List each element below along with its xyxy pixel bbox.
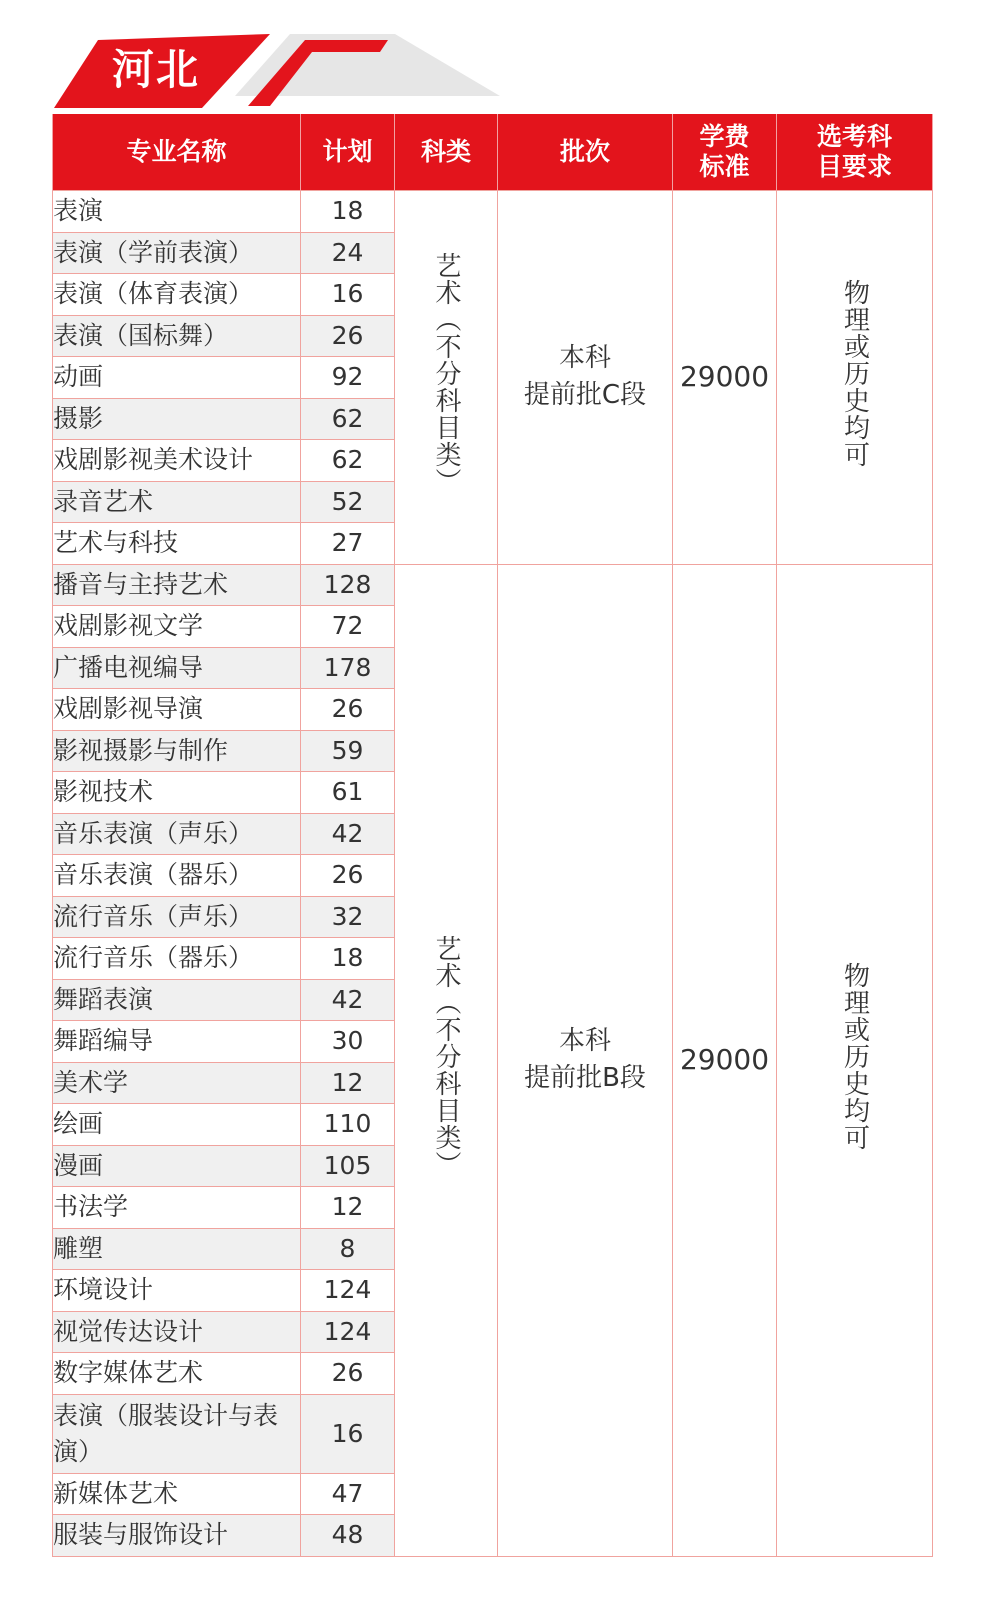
major-name-cell: 漫画: [53, 1145, 301, 1187]
major-name-cell: 摄影: [53, 398, 301, 440]
plan-count-cell: 62: [301, 398, 395, 440]
plan-count-cell: 52: [301, 481, 395, 523]
major-name-cell: 艺术与科技: [53, 523, 301, 565]
major-name-cell: 绘画: [53, 1104, 301, 1146]
plan-count-cell: 124: [301, 1311, 395, 1353]
major-name-cell: 服装与服饰设计: [53, 1515, 301, 1557]
header-req-line1: 选考科: [816, 122, 892, 151]
major-name-cell: 环境设计: [53, 1270, 301, 1312]
category-text: 艺术（不分科目类）: [431, 935, 461, 1178]
major-name-cell: 音乐表演（器乐）: [53, 855, 301, 897]
category-cell: [395, 191, 498, 565]
requirement-text: 物理或历史均可: [839, 962, 870, 1151]
batch-name: 提前批C段: [523, 380, 647, 411]
header-plan: 计划: [301, 114, 395, 191]
requirement-text: 物理或历史均可: [839, 279, 870, 469]
header-fee-line1: 学费: [699, 122, 750, 151]
fee-value: 29000: [679, 359, 770, 393]
plan-count-cell: 47: [301, 1473, 395, 1515]
plan-count-cell: 59: [301, 730, 395, 772]
header-category: 科类: [395, 114, 498, 191]
major-name-cell: 舞蹈编导: [53, 1021, 301, 1063]
table-body: [53, 191, 933, 1557]
batch-level: 本科: [558, 343, 611, 374]
major-name-cell: 雕塑: [53, 1228, 301, 1270]
plan-count-cell: 62: [301, 440, 395, 482]
table-row: [53, 564, 933, 606]
plan-count-cell: 32: [301, 896, 395, 938]
plan-count-cell: 18: [301, 191, 395, 233]
plan-count-cell: 24: [301, 232, 395, 274]
major-name-cell: 表演（学前表演）: [53, 232, 301, 274]
header-requirement: [777, 114, 933, 191]
major-name-cell: 戏剧影视美术设计: [53, 440, 301, 482]
plan-count-cell: 128: [301, 564, 395, 606]
major-name-cell: 新媒体艺术: [53, 1473, 301, 1515]
plan-count-cell: 110: [301, 1104, 395, 1146]
major-name-cell: 表演（体育表演）: [53, 274, 301, 316]
plan-count-cell: 92: [301, 357, 395, 399]
plan-count-cell: 18: [301, 938, 395, 980]
header-batch: 批次: [498, 114, 673, 191]
batch-cell: [498, 191, 673, 565]
plan-count-cell: 12: [301, 1062, 395, 1104]
category-text: 艺术（不分科目类）: [431, 252, 461, 496]
header-major: 专业名称: [53, 114, 301, 191]
region-banner: [0, 0, 1003, 116]
plan-count-cell: 26: [301, 1353, 395, 1395]
major-name-cell: 播音与主持艺术: [53, 564, 301, 606]
plan-count-cell: 26: [301, 855, 395, 897]
plan-count-cell: 124: [301, 1270, 395, 1312]
fee-value: 29000: [679, 1042, 770, 1076]
plan-count-cell: 16: [301, 1394, 395, 1473]
major-name-cell: 美术学: [53, 1062, 301, 1104]
plan-count-cell: 26: [301, 315, 395, 357]
major-name-cell: 表演: [53, 191, 301, 233]
category-cell: [395, 564, 498, 1556]
table-header-row: [53, 114, 933, 191]
admission-plan-table: [52, 114, 933, 1557]
plan-count-cell: 105: [301, 1145, 395, 1187]
major-name-cell: 音乐表演（声乐）: [53, 813, 301, 855]
requirement-cell: [777, 191, 933, 565]
major-name-cell: 影视技术: [53, 772, 301, 814]
plan-count-cell: 8: [301, 1228, 395, 1270]
major-name-cell: 视觉传达设计: [53, 1311, 301, 1353]
plan-count-cell: 27: [301, 523, 395, 565]
plan-count-cell: 42: [301, 813, 395, 855]
requirement-cell: [777, 564, 933, 1556]
major-name-cell: 舞蹈表演: [53, 979, 301, 1021]
major-name-cell: 动画: [53, 357, 301, 399]
plan-count-cell: 42: [301, 979, 395, 1021]
batch-cell: [498, 564, 673, 1556]
plan-count-cell: 12: [301, 1187, 395, 1229]
header-req-line2: 目要求: [816, 152, 892, 181]
plan-count-cell: 30: [301, 1021, 395, 1063]
plan-count-cell: 26: [301, 689, 395, 731]
plan-count-cell: 61: [301, 772, 395, 814]
major-name-cell: 书法学: [53, 1187, 301, 1229]
batch-name: 提前批B段: [524, 1063, 646, 1093]
major-name-cell: 影视摄影与制作: [53, 730, 301, 772]
fee-cell: [673, 564, 777, 1556]
fee-cell: [673, 191, 777, 565]
plan-count-cell: 72: [301, 606, 395, 648]
major-name-cell: 表演（服装设计与表演）: [53, 1394, 301, 1473]
major-name-cell: 戏剧影视文学: [53, 606, 301, 648]
major-name-cell: 流行音乐（器乐）: [53, 938, 301, 980]
major-name-cell: 流行音乐（声乐）: [53, 896, 301, 938]
plan-count-cell: 16: [301, 274, 395, 316]
table-row: [53, 191, 933, 233]
header-fee: [673, 114, 777, 191]
major-name-cell: 录音艺术: [53, 481, 301, 523]
batch-level: 本科: [558, 1026, 611, 1056]
major-name-cell: 数字媒体艺术: [53, 1353, 301, 1395]
major-name-cell: 戏剧影视导演: [53, 689, 301, 731]
major-name-cell: 表演（国标舞）: [53, 315, 301, 357]
header-fee-line2: 标准: [699, 152, 750, 181]
region-title: 河北: [112, 45, 201, 94]
plan-count-cell: 178: [301, 647, 395, 689]
major-name-cell: 广播电视编导: [53, 647, 301, 689]
plan-count-cell: 48: [301, 1515, 395, 1557]
